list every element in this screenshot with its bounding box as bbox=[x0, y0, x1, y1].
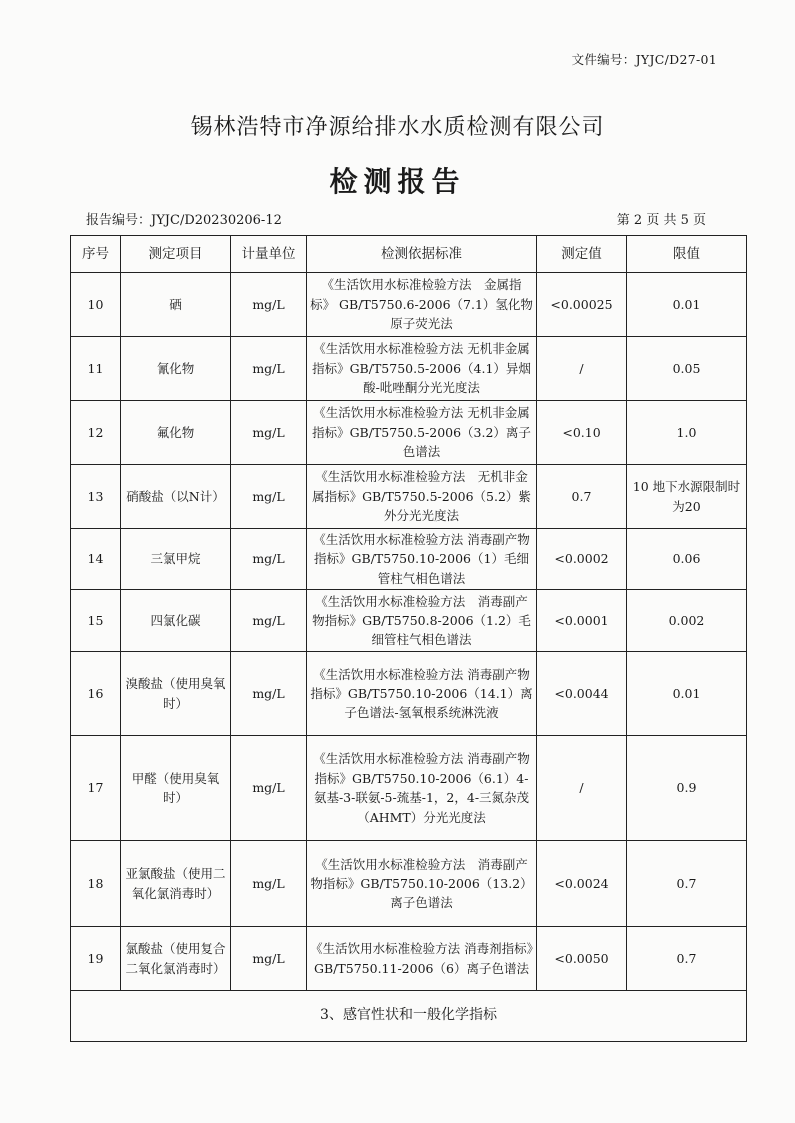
results-table bbox=[70, 235, 747, 1042]
cell-limit: 0.06 bbox=[627, 529, 747, 590]
cell-value: 0.7 bbox=[537, 465, 627, 529]
col-header-item: 测定项目 bbox=[121, 236, 231, 273]
company-name: 锡林浩特市净源给排水水质检测有限公司 bbox=[190, 115, 605, 140]
table-row bbox=[71, 590, 747, 652]
cell-value: / bbox=[537, 736, 627, 841]
cell-value: <0.0050 bbox=[537, 927, 627, 991]
cell-basis: 《生活饮用水标准检验方法 无机非金属指标》GB/T5750.5-2006（4.1）异烟酸-吡唑酮分光光度法 bbox=[307, 337, 537, 401]
cell-limit: 0.7 bbox=[627, 841, 747, 927]
table-row bbox=[71, 337, 747, 401]
cell-basis: 《生活饮用水标准检验方法 消毒剂指标》GB/T5750.11-2006（6）离子色谱法 bbox=[307, 927, 537, 991]
cell-unit: mg/L bbox=[231, 590, 307, 652]
cell-unit: mg/L bbox=[231, 529, 307, 590]
cell-limit: 0.002 bbox=[627, 590, 747, 652]
cell-no: 17 bbox=[71, 736, 121, 841]
cell-item: 四氯化碳 bbox=[121, 590, 231, 652]
cell-unit: mg/L bbox=[231, 652, 307, 736]
cell-no: 15 bbox=[71, 590, 121, 652]
cell-no: 12 bbox=[71, 401, 121, 465]
section-title: 3、感官性状和一般化学指标 bbox=[71, 991, 747, 1042]
report-title: 检测报告 bbox=[329, 165, 466, 198]
cell-no: 13 bbox=[71, 465, 121, 529]
col-header-basis: 检测依据标准 bbox=[307, 236, 537, 273]
table-header-row bbox=[71, 236, 747, 273]
cell-unit: mg/L bbox=[231, 736, 307, 841]
cell-value: <0.0024 bbox=[537, 841, 627, 927]
report-number: 报告编号：JYJC/D20230206-12 bbox=[86, 213, 282, 228]
cell-no: 10 bbox=[71, 273, 121, 337]
cell-unit: mg/L bbox=[231, 841, 307, 927]
cell-limit: 0.01 bbox=[627, 652, 747, 736]
cell-basis: 《生活饮用水标准检验方法 金属指标》 GB/T5750.6-2006（7.1）氢化物原子荧光法 bbox=[307, 273, 537, 337]
report-meta bbox=[86, 209, 706, 228]
cell-item: 硒 bbox=[121, 273, 231, 337]
cell-limit: 0.01 bbox=[627, 273, 747, 337]
cell-item: 三氯甲烷 bbox=[121, 529, 231, 590]
cell-basis: 《生活饮用水标准检验方法 消毒副产物指标》GB/T5750.10-2006（6.1）4-氨基-3-联氨-5-巯基-1，2，4-三氮杂茂（AHMT）分光光度法 bbox=[307, 736, 537, 841]
cell-item: 氟化物 bbox=[121, 401, 231, 465]
cell-value: <0.0002 bbox=[537, 529, 627, 590]
cell-limit: 0.05 bbox=[627, 337, 747, 401]
cell-limit: 0.9 bbox=[627, 736, 747, 841]
cell-limit: 10 地下水源限制时为20 bbox=[627, 465, 747, 529]
table-row bbox=[71, 401, 747, 465]
cell-basis: 《生活饮用水标准检验方法 消毒副产物指标》GB/T5750.10-2006（1）毛细管柱气相色谱法 bbox=[307, 529, 537, 590]
cell-unit: mg/L bbox=[231, 465, 307, 529]
table-row bbox=[71, 841, 747, 927]
cell-basis: 《生活饮用水标准检验方法 消毒副产物指标》GB/T5750.8-2006（1.2）毛细管柱气相色谱法 bbox=[307, 590, 537, 652]
cell-unit: mg/L bbox=[231, 273, 307, 337]
cell-no: 11 bbox=[71, 337, 121, 401]
col-header-value: 测定值 bbox=[537, 236, 627, 273]
cell-value: <0.00025 bbox=[537, 273, 627, 337]
cell-item: 溴酸盐（使用臭氧时） bbox=[121, 652, 231, 736]
cell-no: 19 bbox=[71, 927, 121, 991]
cell-no: 18 bbox=[71, 841, 121, 927]
cell-value: <0.0001 bbox=[537, 590, 627, 652]
cell-no: 16 bbox=[71, 652, 121, 736]
page-info: 第 2 页 共 5 页 bbox=[616, 213, 706, 228]
table-row bbox=[71, 465, 747, 529]
cell-item: 甲醛（使用臭氧时） bbox=[121, 736, 231, 841]
cell-item: 硝酸盐（以N计） bbox=[121, 465, 231, 529]
cell-unit: mg/L bbox=[231, 337, 307, 401]
cell-value: / bbox=[537, 337, 627, 401]
cell-basis: 《生活饮用水标准检验方法 无机非金属指标》GB/T5750.5-2006（3.2）离子色谱法 bbox=[307, 401, 537, 465]
col-header-unit: 计量单位 bbox=[231, 236, 307, 273]
cell-item: 亚氯酸盐（使用二氧化氯消毒时） bbox=[121, 841, 231, 927]
cell-item: 氯酸盐（使用复合二氧化氯消毒时） bbox=[121, 927, 231, 991]
col-header-no: 序号 bbox=[71, 236, 121, 273]
cell-basis: 《生活饮用水标准检验方法 消毒副产物指标》GB/T5750.10-2006（14.1）离子色谱法-氢氧根系统淋洗液 bbox=[307, 652, 537, 736]
table-row bbox=[71, 736, 747, 841]
cell-limit: 0.7 bbox=[627, 927, 747, 991]
col-header-limit: 限值 bbox=[627, 236, 747, 273]
cell-unit: mg/L bbox=[231, 927, 307, 991]
cell-item: 氰化物 bbox=[121, 337, 231, 401]
cell-basis: 《生活饮用水标准检验方法 无机非金属指标》GB/T5750.5-2006（5.2）紫外分光光度法 bbox=[307, 465, 537, 529]
cell-value: <0.10 bbox=[537, 401, 627, 465]
file-number: 文件编号：JYJC/D27-01 bbox=[571, 52, 717, 67]
cell-limit: 1.0 bbox=[627, 401, 747, 465]
table-row bbox=[71, 273, 747, 337]
cell-no: 14 bbox=[71, 529, 121, 590]
cell-value: <0.0044 bbox=[537, 652, 627, 736]
table-row bbox=[71, 529, 747, 590]
cell-basis: 《生活饮用水标准检验方法 消毒副产物指标》GB/T5750.10-2006（13.2）离子色谱法 bbox=[307, 841, 537, 927]
table-row bbox=[71, 927, 747, 991]
table-row bbox=[71, 652, 747, 736]
section-row bbox=[71, 991, 747, 1042]
cell-unit: mg/L bbox=[231, 401, 307, 465]
